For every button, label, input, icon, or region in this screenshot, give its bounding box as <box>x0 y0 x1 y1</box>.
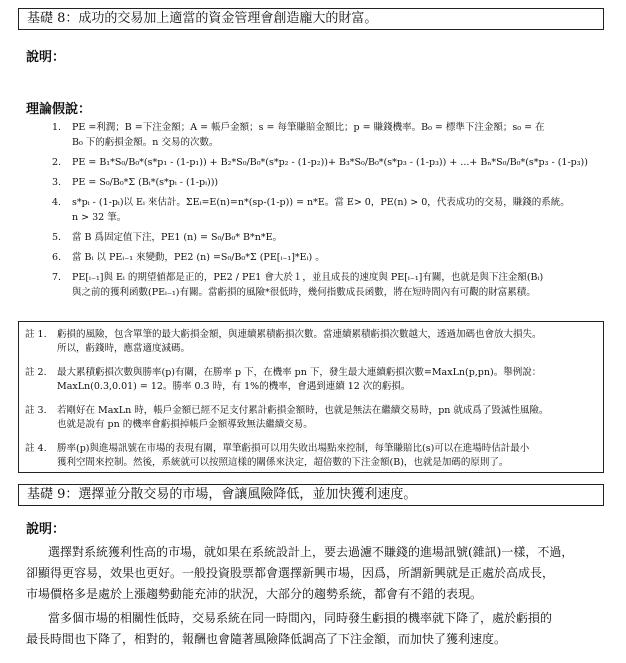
note-line: 虧損的風險，包含單筆的最大虧損金額，與連續累積虧損次數。當連續累積虧損次數越大，透過加碼也會放大損失。 <box>57 329 542 340</box>
item-number: 6. <box>52 252 62 263</box>
item-number: 4. <box>52 197 62 208</box>
note-line: MaxLn(0.3,0.01) = 12。勝率 0.3 時，有 1%的機率，會遇到連續 12 次的虧損。 <box>57 381 411 392</box>
list-item <box>52 230 600 245</box>
theory-label: 理論假說： <box>26 102 92 117</box>
principle-9-title: 基礎 9：選擇並分散交易的市場，會讓風險降低，並加快獲利速度。 <box>27 487 417 502</box>
paragraph-line: 最長時間也下降了，相對的，報酬也會隨著風險降低調高了下注金額，而加快了獲利速度。 <box>26 632 507 646</box>
item-number: 1. <box>52 122 62 133</box>
item-number: 2. <box>52 157 62 168</box>
paragraph-line: 市場價格多是處於上漲趨勢動能充沛的狀況，大部分的趨勢系統，都會有不錯的表現。 <box>26 587 483 601</box>
note-line: 最大累積虧損次數與勝率(p)有關，在勝率 p 下，在機率 pn 下，發生最大連續虧損次數=MaxLn(p,pn)。舉例說： <box>57 367 542 378</box>
list-item <box>52 155 600 170</box>
list-item <box>52 195 600 225</box>
list-item <box>52 270 600 300</box>
note-line: 若剛好在 MaxLn 時，帳戶金額已經不足支付累計虧損金額時，也就是無法在繼續交易時，pn 就成爲了毀滅性風險。 <box>57 405 549 416</box>
item-line: 與之前的獲利函數(PEᵢ₋₁)有關。當虧損的風險*很低時，幾何指數成長函數，將在短時間內有可觀的財富累積。 <box>72 287 536 298</box>
note-line: 勝率(p)與進場訊號在市場的表現有關，單筆虧損可以用失敗出場點來控制，每筆賺賠比(s)可以在進場時估計最小 <box>57 443 530 454</box>
paragraph-line: 選擇對系統獲利性高的市場，就如果在系統設計上，要去過濾不賺錢的進場訊號(雜訊)一樣，不過， <box>48 545 574 559</box>
principle-9-box <box>18 484 604 506</box>
item-line: PE =利潤；B =下注金額；A = 帳戶金額；s = 每筆賺賠金額比；p = 賺錢機率。B₀ = 標準下注金額；s₀ = 在 <box>72 122 545 133</box>
item-number: 7. <box>52 272 62 283</box>
item-line: 當 Bᵢ 以 PEᵢ₋₁ 來變動，PE2 (n) =S₀/B₀*Σ (PE[ᵢ₋₁]*Eᵢ) 。 <box>72 252 325 263</box>
list-item <box>52 175 600 190</box>
note-4 <box>25 442 599 470</box>
item-line: PE[ᵢ₋₁]與 Eᵢ 的期望値都是正的，PE2 / PE1 會大於１，並且成長的速度與 PE[ᵢ₋₁]有關，也就是與下注金額(Bᵢ) <box>72 272 544 283</box>
note-label: 註 4. <box>25 443 47 454</box>
note-line: 獲利空間來控制。然後，系統就可以按照這樣的關係來決定，超倍數的下注金額(B)，也就是加碼的原則了。 <box>57 457 509 468</box>
list-item <box>52 120 600 150</box>
note-line: 也就是說有 pn 的機率會虧損掉帳戶金額導致無法繼續交易。 <box>57 419 313 430</box>
item-line: n > 32 筆。 <box>72 212 127 223</box>
explanation-label-2: 說明： <box>26 522 66 537</box>
note-label: 註 3. <box>25 405 47 416</box>
item-line: 當 B 爲固定值下注，PE1 (n) = S₀/B₀* B*n*E。 <box>72 232 283 243</box>
item-number: 3. <box>52 177 62 188</box>
list-item <box>52 250 600 265</box>
paragraph-2 <box>26 608 604 650</box>
explanation-label-1: 說明： <box>26 50 66 65</box>
theory-list <box>52 120 600 305</box>
note-3 <box>25 404 599 432</box>
principle-8-box <box>18 8 604 30</box>
item-line: B₀ 下的虧損金額。n 交易的次數。 <box>72 137 219 148</box>
note-label: 註 2. <box>25 367 47 378</box>
notes-box <box>18 321 604 473</box>
note-1 <box>25 328 599 356</box>
item-line: PE = B₁*S₀/B₀*(s*p₁ - (1-p₁)) + B₂*S₀/B₀*(s*p₂ - (1-p₂))+ B₃*S₀/B₀*(s*p₃ - (1-p₃)) + ...+ Bₙ*S₀/B₀*(s*p₃ - (1-p₃)) <box>72 157 588 168</box>
item-number: 5. <box>52 232 62 243</box>
item-line: s*pᵢ - (1-pᵢ)以 Eᵢ 來估計。ΣEᵢ=E(n)=n*(sp-(1-p)) = n*E。當 E> 0，PE(n) > 0，代表成功的交易，賺錢的系統。 <box>72 197 570 208</box>
paragraph-1 <box>26 542 604 605</box>
paragraph-line: 當多個市場的相關性低時，交易系統在同一時間內，同時發生虧損的機率就下降了，處於虧損的 <box>48 611 553 625</box>
note-line: 所以，虧錢時，應當適度減碼。 <box>57 343 191 354</box>
paragraph-line: 卻顯得更容易，效果也更好。一般投資股票都會選擇新興市場，因爲，所謂新興就是正處於高成長， <box>26 566 555 580</box>
principle-8-title: 基礎 8：成功的交易加上適當的資金管理會創造龐大的財富。 <box>27 11 378 26</box>
item-line: PE = S₀/B₀*Σ (Bᵢ*(s*pᵢ - (1-pᵢ))) <box>72 177 219 188</box>
note-2 <box>25 366 599 394</box>
note-label: 註 1. <box>25 329 47 340</box>
